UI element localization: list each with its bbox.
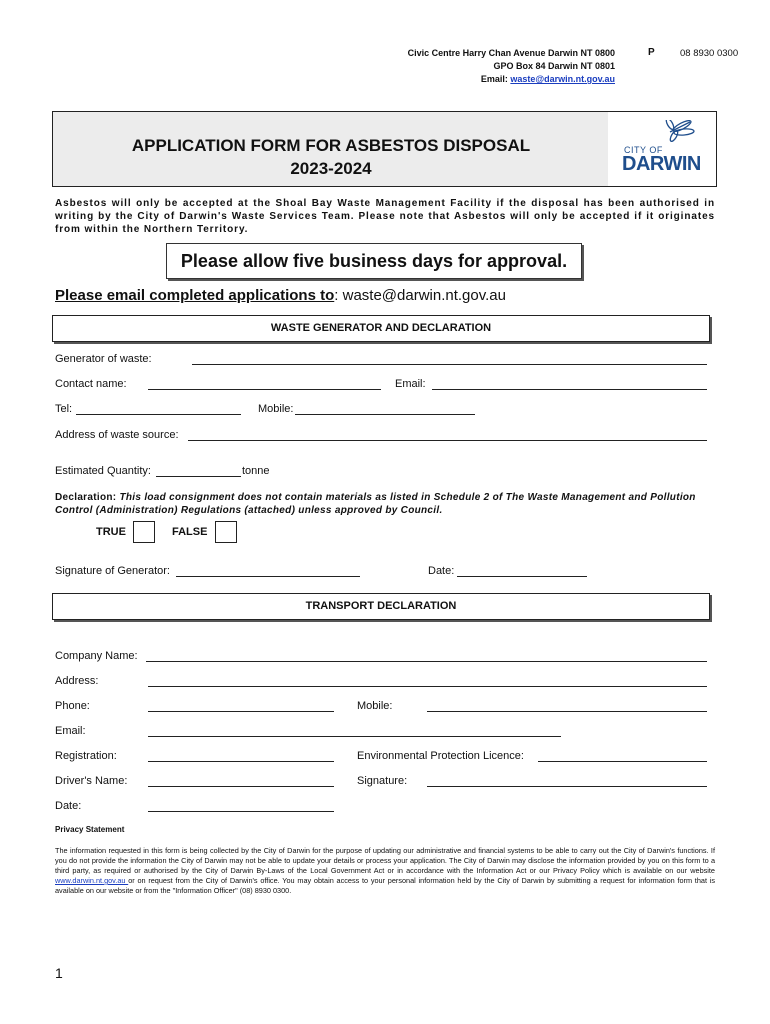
address-line-1: Civic Centre Harry Chan Avenue Darwin NT 0800 bbox=[407, 48, 615, 58]
transport-signature-field[interactable] bbox=[427, 786, 707, 787]
generator-section-header: WASTE GENERATOR AND DECLARATION bbox=[52, 315, 710, 342]
logo-box bbox=[608, 111, 717, 187]
phone-field[interactable] bbox=[148, 711, 334, 712]
generator-date-field[interactable] bbox=[457, 576, 587, 577]
privacy-text-1: The information requested in this form is being collected by the City of Darwin for the purpose of updating our administrative and financial systems to be able to carry out the City of Darwin's functions. If you do not provide the information the City of Darwin may not be able to update your details or process your application. The City of Darwin may disclose the information provided by you on this form to a third party, as required or authorised by the City of Darwin By-Laws of the Local Government Act or in accordance with the Information Act or our Privacy Policy which is available on our website bbox=[55, 846, 715, 875]
transport-date-label: Date: bbox=[55, 800, 82, 812]
approval-notice: Please allow five business days for approval. bbox=[166, 243, 582, 279]
privacy-text bbox=[55, 846, 715, 896]
tel-field[interactable] bbox=[76, 414, 241, 415]
generator-field[interactable] bbox=[192, 364, 707, 365]
declaration-text: This load consignment does not contain materials as listed in Schedule 2 of The Waste Management and Pollution Control (Administration) Regulations (attached) unless approved by Council. bbox=[55, 492, 696, 516]
registration-label: Registration: bbox=[55, 750, 117, 762]
privacy-title: Privacy Statement bbox=[55, 825, 125, 834]
transport-date-field[interactable] bbox=[148, 811, 334, 812]
transport-mobile-field[interactable] bbox=[427, 711, 707, 712]
intro-text: Asbestos will only be accepted at the Shoal Bay Waste Management Facility if the disposal has been authorised in writing by the City of Darwin's Waste Services Team. Please note that Asbestos will only be accepted if it originates from within the Northern Territory. bbox=[55, 198, 715, 235]
email-instruction-sep: : bbox=[334, 287, 343, 304]
driver-label: Driver's Name: bbox=[55, 775, 128, 787]
address-line-2: GPO Box 84 Darwin NT 0801 bbox=[493, 61, 615, 71]
false-label: FALSE bbox=[172, 526, 208, 538]
phone-prefix: P bbox=[648, 47, 655, 58]
licence-label: Environmental Protection Licence: bbox=[357, 750, 524, 762]
generator-email-label: Email: bbox=[395, 378, 426, 390]
declaration bbox=[55, 491, 715, 517]
tel-label: Tel: bbox=[55, 403, 73, 415]
false-checkbox[interactable] bbox=[215, 521, 237, 543]
transport-email-field[interactable] bbox=[148, 736, 561, 737]
transport-email-label: Email: bbox=[55, 725, 86, 737]
transport-section-header: TRANSPORT DECLARATION bbox=[52, 593, 710, 620]
email-line bbox=[330, 73, 615, 86]
company-label: Company Name: bbox=[55, 650, 138, 662]
phone-label: Phone: bbox=[55, 700, 90, 712]
address-source-label: Address of waste source: bbox=[55, 429, 179, 441]
generator-date-label: Date: bbox=[428, 565, 455, 577]
quantity-field[interactable] bbox=[156, 476, 241, 477]
quantity-unit: tonne bbox=[242, 465, 270, 477]
email-instruction bbox=[55, 287, 506, 304]
transport-signature-label: Signature: bbox=[357, 775, 408, 787]
transport-address-field[interactable] bbox=[148, 686, 707, 687]
generator-signature-field[interactable] bbox=[176, 576, 360, 577]
form-title-line-2: 2023-2024 bbox=[290, 159, 372, 178]
generator-label: Generator of waste: bbox=[55, 353, 152, 365]
quantity-label: Estimated Quantity: bbox=[55, 465, 151, 477]
contact-label: Contact name: bbox=[55, 378, 127, 390]
email-instruction-address: waste@darwin.nt.gov.au bbox=[342, 287, 506, 304]
form-title-line-1: APPLICATION FORM FOR ASBESTOS DISPOSAL bbox=[131, 136, 531, 155]
page-number: 1 bbox=[55, 965, 63, 981]
company-field[interactable] bbox=[146, 661, 707, 662]
registration-field[interactable] bbox=[148, 761, 334, 762]
logo-darwin: DARWIN bbox=[622, 153, 701, 175]
email-label: Email: bbox=[480, 74, 511, 84]
transport-address-label: Address: bbox=[55, 675, 99, 687]
declaration-label: Declaration: bbox=[55, 492, 117, 503]
title-box bbox=[52, 111, 610, 187]
logo-city-of: CITY OF bbox=[624, 145, 663, 155]
address-block bbox=[330, 47, 615, 86]
generator-signature-label: Signature of Generator: bbox=[55, 565, 170, 577]
privacy-text-2: or on request from the City of Darwin's office. You may obtain access to your personal information held by the City of Darwin by submitting a request for information form that is available on our website or from the "Information Officer" (08) 8930 0300. bbox=[55, 876, 715, 895]
contact-field[interactable] bbox=[148, 389, 381, 390]
city-of-darwin-logo bbox=[622, 120, 702, 180]
generator-email-field[interactable] bbox=[432, 389, 707, 390]
email-instruction-label: Please email completed applications to bbox=[55, 287, 335, 304]
true-label: TRUE bbox=[96, 526, 126, 538]
header-phone: 08 8930 0300 bbox=[680, 48, 739, 59]
header-email-link[interactable]: waste@darwin.nt.gov.au bbox=[510, 74, 615, 84]
driver-field[interactable] bbox=[148, 786, 334, 787]
address-source-field[interactable] bbox=[188, 440, 707, 441]
form-title bbox=[53, 134, 609, 180]
generator-mobile-field[interactable] bbox=[295, 414, 475, 415]
privacy-website-link[interactable]: www.darwin.nt.gov.au bbox=[55, 876, 129, 885]
true-checkbox[interactable] bbox=[133, 521, 155, 543]
generator-mobile-label: Mobile: bbox=[258, 403, 294, 415]
transport-mobile-label: Mobile: bbox=[357, 700, 393, 712]
licence-field[interactable] bbox=[538, 761, 707, 762]
